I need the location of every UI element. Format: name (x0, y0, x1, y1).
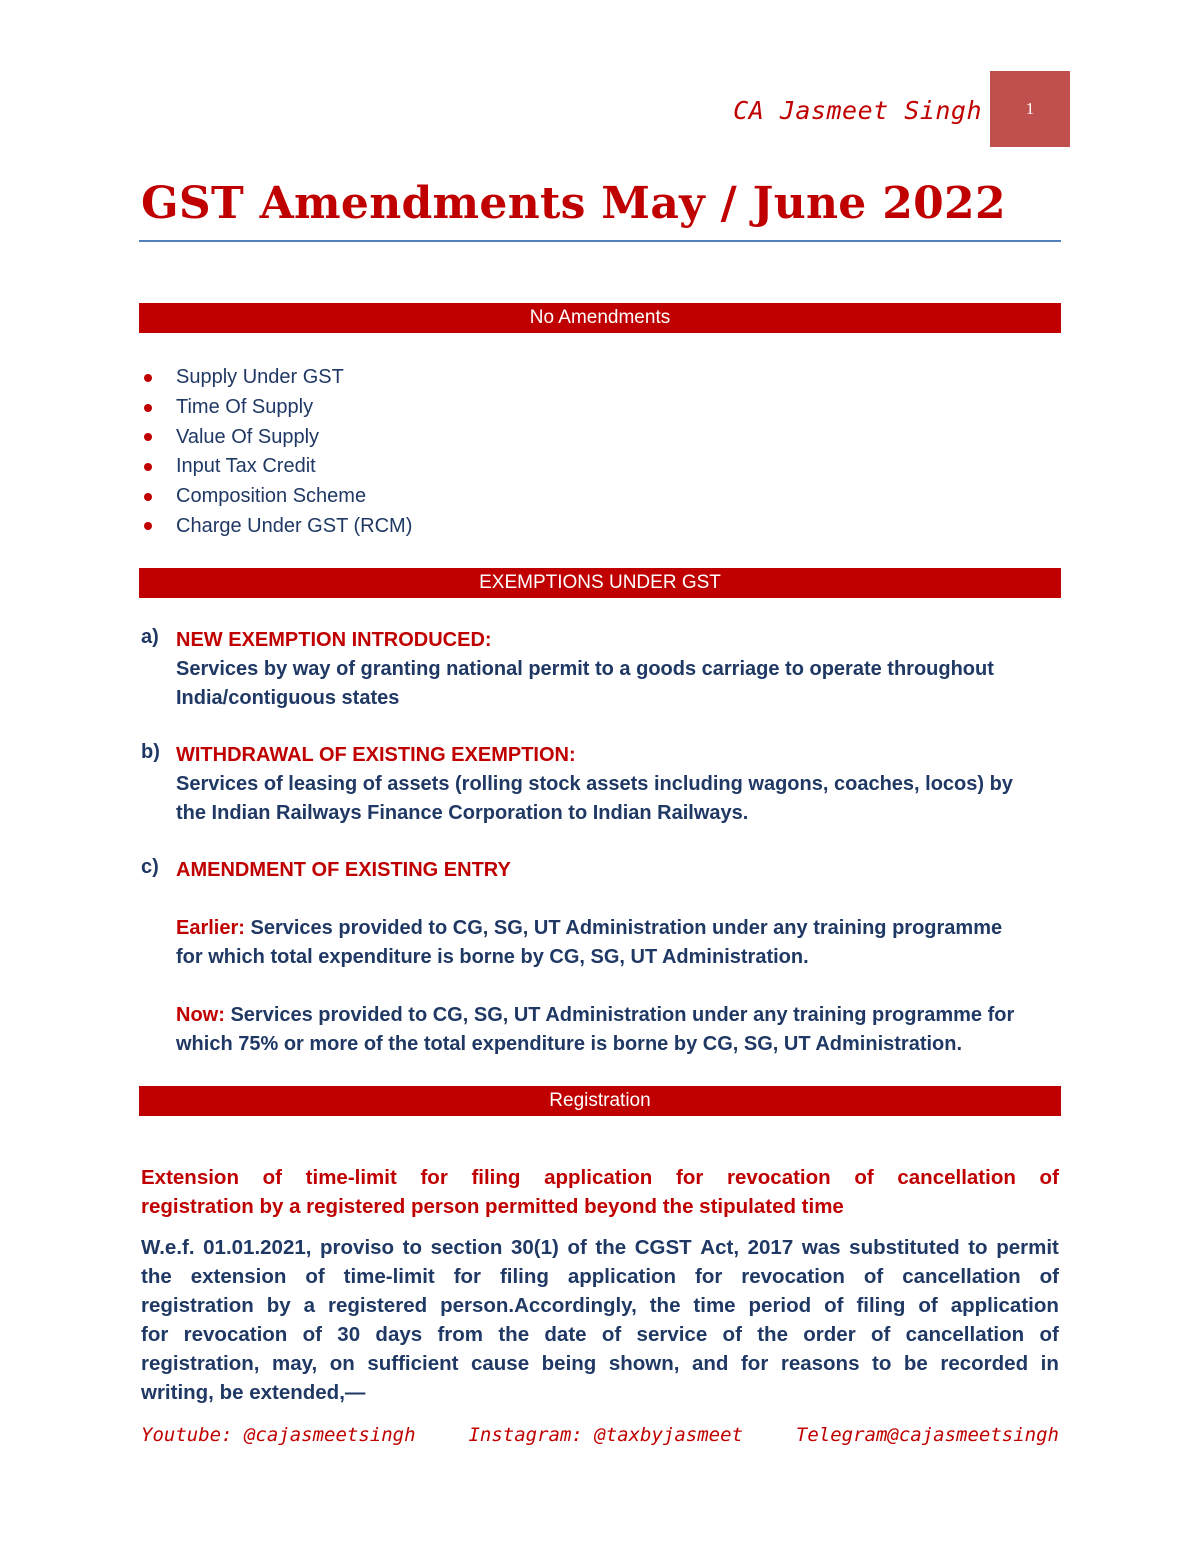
list-item (141, 482, 412, 512)
earlier-label: Earlier: (176, 917, 245, 939)
list-item (141, 422, 412, 452)
section-bar-no-amendments (139, 303, 1061, 333)
list-item (141, 511, 412, 541)
section-heading: No Amendments (529, 307, 671, 328)
now-text-line2: which 75% or more of the total expenditure is borne by CG, SG, UT Administration. (176, 1033, 963, 1055)
list-item-label: Supply Under GST (176, 366, 344, 389)
section-bar-exemptions (139, 568, 1061, 598)
registration-subheading-line2: registration by a registered person permitted beyond the stipulated time (141, 1195, 844, 1218)
exemption-item-a (141, 626, 1071, 713)
list-item-label: Value Of Supply (176, 425, 320, 448)
registration-subheading (141, 1163, 1059, 1221)
paragraph-line: registration by a registered person.Accordingly, the time period of filing of application (141, 1294, 1059, 1317)
section-bar-registration (139, 1086, 1061, 1116)
exemption-item-b (141, 741, 1071, 828)
bullet-icon (144, 522, 152, 530)
item-letter: a) (141, 626, 159, 648)
instagram-handle[interactable]: Instagram: @taxbyjasmeet (468, 1424, 743, 1446)
bullet-icon (144, 374, 152, 382)
item-letter: b) (141, 741, 160, 763)
paragraph-line: the extension of time-limit for filing application for revocation of cancellation of (141, 1265, 1059, 1288)
item-title: AMENDMENT OF EXISTING ENTRY (176, 859, 511, 881)
page-number: 1 (1025, 99, 1035, 118)
list-item-label: Composition Scheme (176, 485, 367, 508)
youtube-handle[interactable]: Youtube: @cajasmeetsingh (141, 1424, 416, 1446)
paragraph-line: for revocation of 30 days from the date of service of the order of cancellation of (141, 1323, 1059, 1346)
item-text: Services by way of granting national permit to a goods carriage to operate throughout (176, 658, 994, 680)
page-number-box (990, 71, 1070, 147)
earlier-text: Services provided to CG, SG, UT Administration under any training programme (244, 917, 1003, 939)
exemption-item-c (141, 856, 1071, 1059)
item-text: Services of leasing of assets (rolling stock assets including wagons, coaches, locos) by (176, 773, 1013, 795)
list-item-label: Charge Under GST (RCM) (176, 514, 413, 537)
title-underline (139, 240, 1061, 242)
list-item (141, 452, 412, 482)
earlier-text-line1 (176, 914, 1071, 943)
bullet-icon (144, 463, 152, 471)
paragraph-line: registration, may, on sufficient cause being shown, and for reasons to be recorded in (141, 1352, 1059, 1375)
item-text: the Indian Railways Finance Corporation to Indian Railways. (176, 802, 749, 824)
list-item-label: Input Tax Credit (176, 455, 316, 478)
registration-paragraph (141, 1233, 1059, 1407)
item-letter: c) (141, 856, 159, 878)
author-name: CA Jasmeet Singh (733, 96, 982, 125)
section-heading: EXEMPTIONS UNDER GST (479, 572, 721, 593)
section-heading: Registration (549, 1090, 651, 1111)
item-title: WITHDRAWAL OF EXISTING EXEMPTION: (176, 744, 576, 766)
paragraph-line-last: writing, be extended,— (141, 1381, 366, 1404)
bullet-icon (144, 433, 152, 441)
registration-subheading-line1: Extension of time-limit for filing application for revocation of cancellation of (141, 1166, 1059, 1189)
telegram-handle[interactable]: Telegram@cajasmeetsingh (795, 1424, 1059, 1446)
earlier-text-line2: for which total expenditure is borne by CG, SG, UT Administration. (176, 946, 809, 968)
list-item-label: Time Of Supply (176, 396, 314, 419)
page-title: GST Amendments May / June 2022 (141, 178, 1006, 229)
item-text: India/contiguous states (176, 687, 400, 709)
list-item (141, 393, 412, 423)
list-item (141, 363, 412, 393)
no-amendments-list (141, 363, 412, 541)
now-label: Now: (176, 1004, 225, 1026)
paragraph-line: W.e.f. 01.01.2021, proviso to section 30(1) of the CGST Act, 2017 was substituted to permit (141, 1236, 1059, 1259)
item-title: NEW EXEMPTION INTRODUCED: (176, 629, 492, 651)
bullet-icon (144, 493, 152, 501)
bullet-icon (144, 404, 152, 412)
now-text-line1 (176, 1001, 1071, 1030)
footer (141, 1424, 1059, 1446)
now-text: Services provided to CG, SG, UT Administration under any training programme for (224, 1004, 1015, 1026)
